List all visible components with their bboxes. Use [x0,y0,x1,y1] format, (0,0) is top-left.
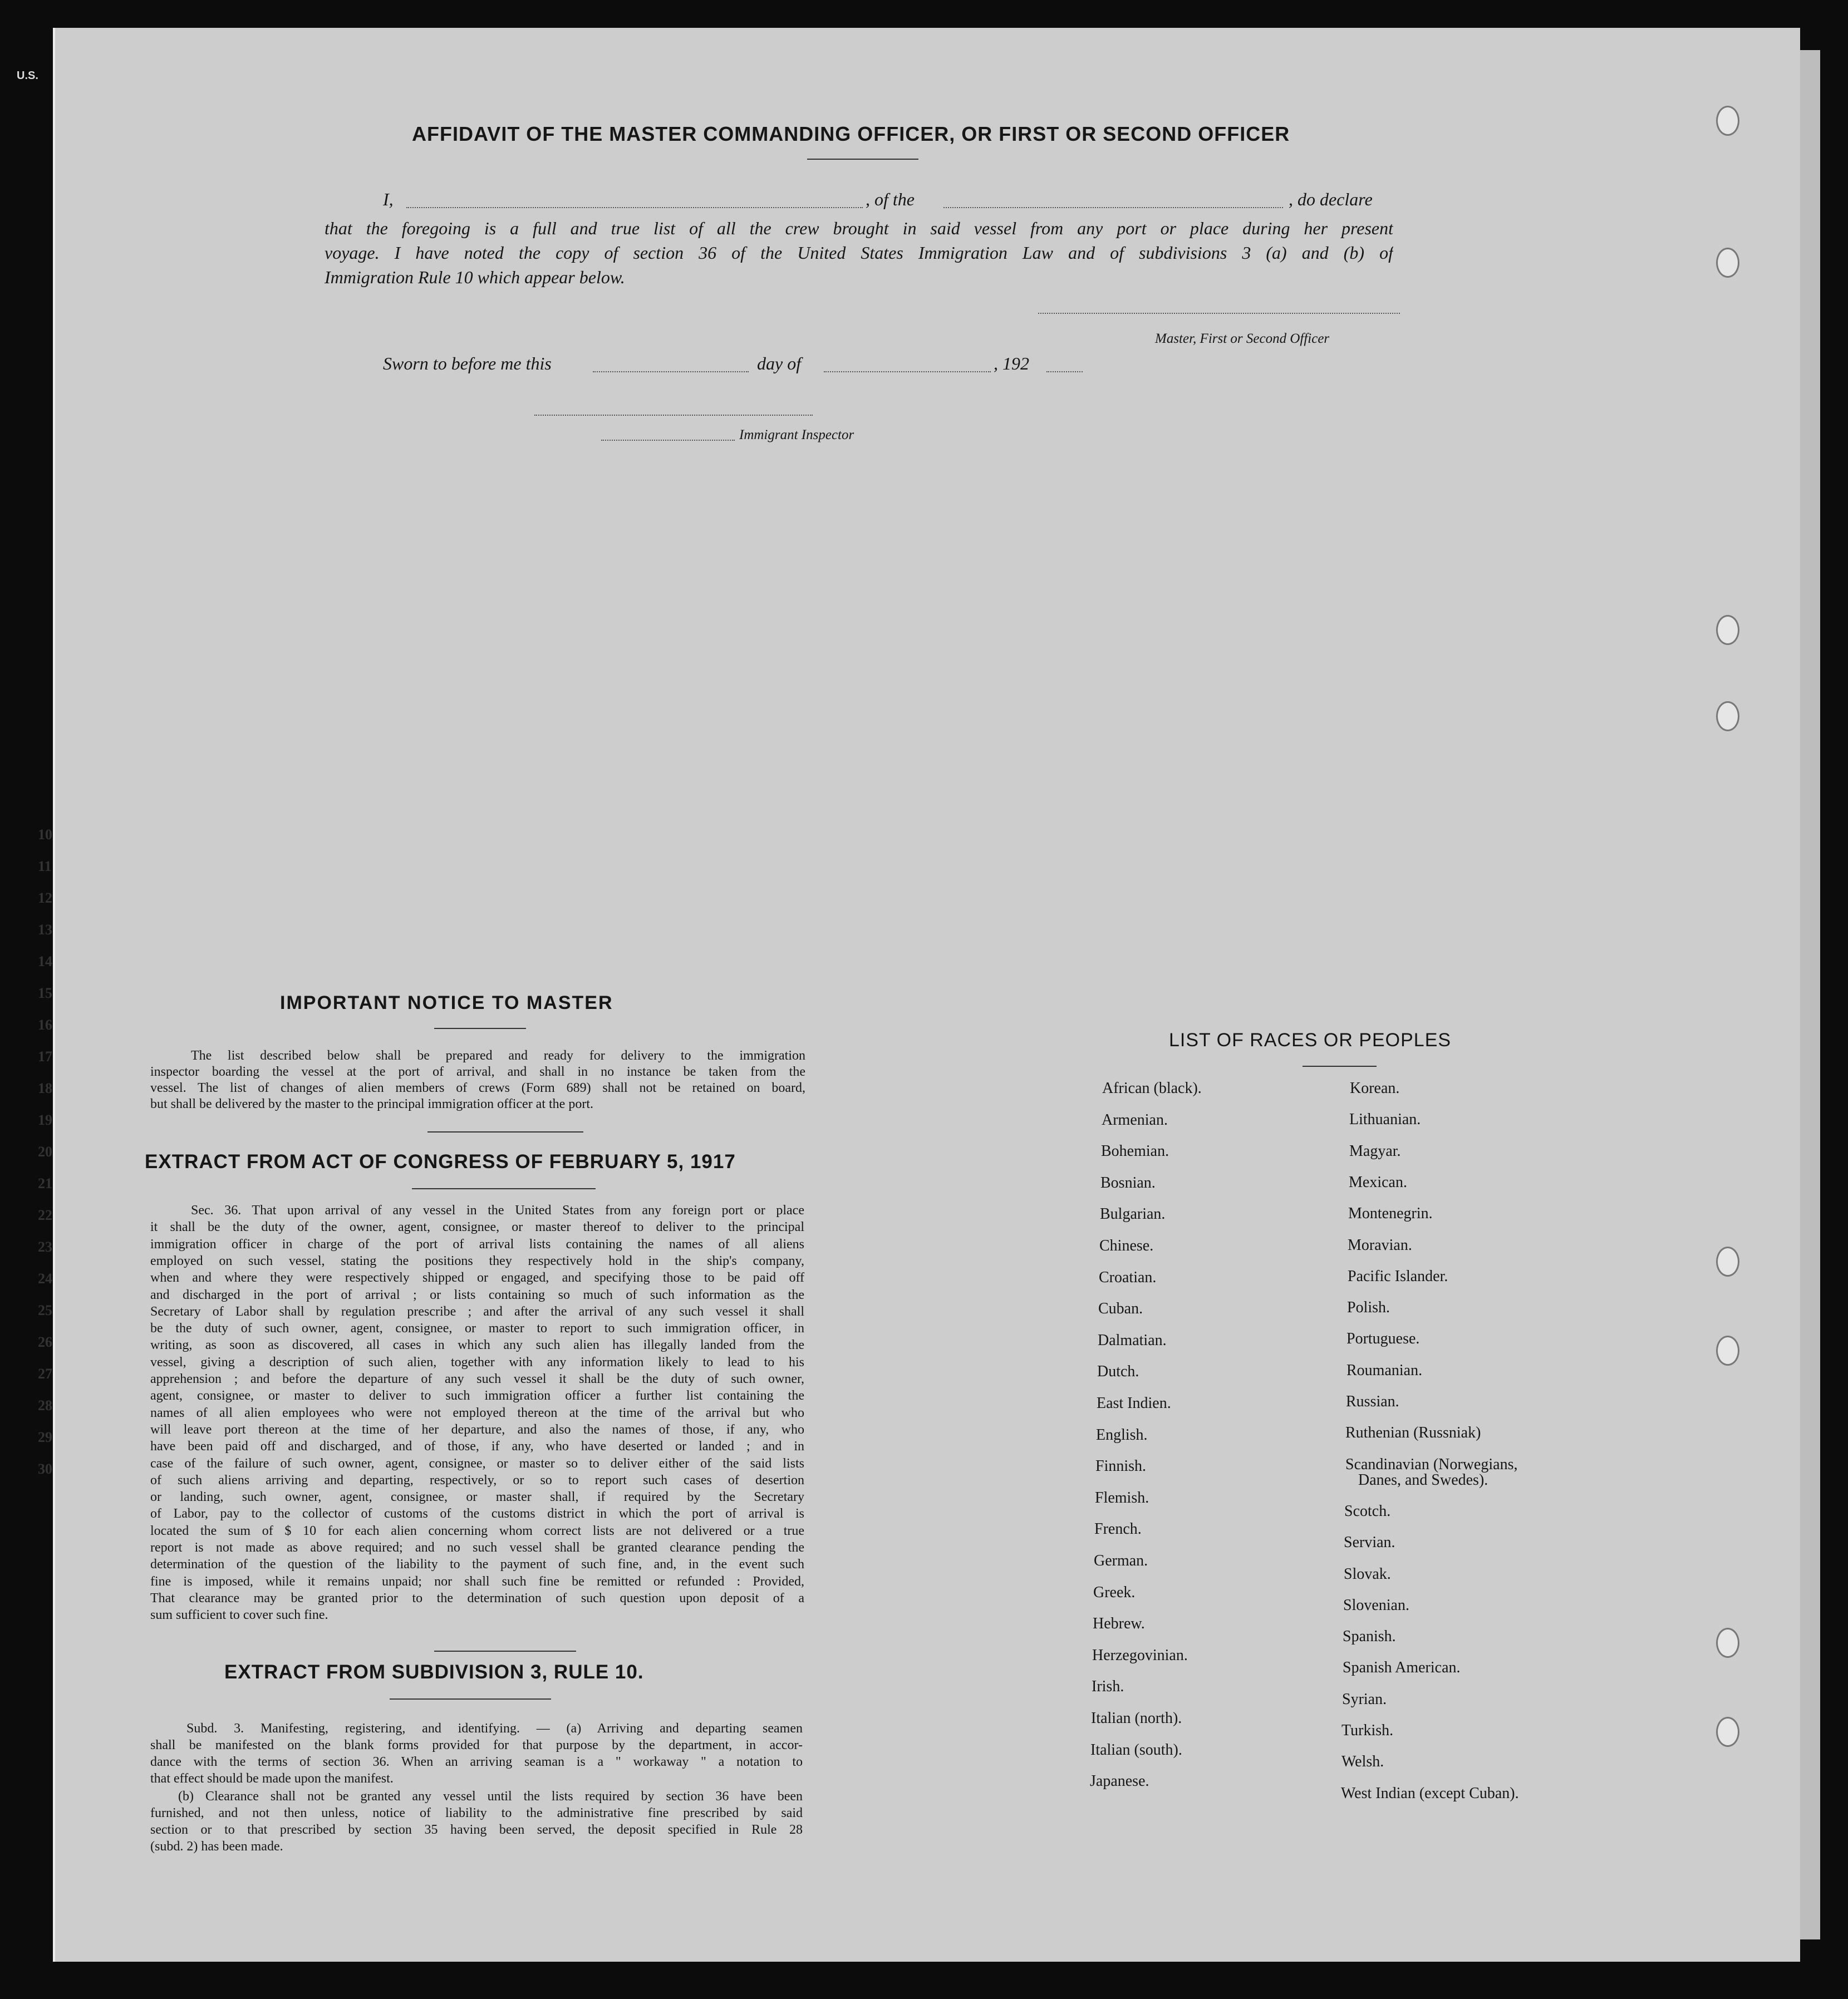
race-item-right: Moravian. [1348,1236,1412,1254]
edge-number: 29 [38,1429,52,1445]
master-signature-line[interactable] [1038,313,1400,314]
decl-of-the: , of the [866,189,915,209]
act-line: will leave port thereon at the time of her departure, and also the names of those, if any, who [150,1422,804,1437]
notice-line-1-text: The list described below shall be prepared and ready for delivery to the immigration [191,1048,805,1063]
affidavit-line-3: Immigration Rule 10 which appear below. [325,267,625,287]
act-line: of such aliens arriving and departing, respectively, or so to report such cases of desertion [150,1473,804,1488]
act-line: or landing, such owner, agent, consignee, or master shall, if required by the Secretary [150,1490,804,1505]
race-item-left: Dalmatian. [1098,1331,1167,1349]
edge-number: 12 [38,890,52,906]
race-item-right: Montenegrin. [1348,1205,1433,1223]
act-line: sum sufficient to cover such fine. [150,1608,328,1623]
edge-number: 11 [38,858,52,874]
rule-underline [390,1698,551,1700]
race-item-right: Slovenian. [1343,1596,1409,1614]
rule-line-4: that effect should be made upon the manifest. [150,1771,394,1786]
race-item-right: Polish. [1347,1299,1390,1317]
rule-b-line-1: (b) Clearance shall not be granted any vessel until the lists required by section 36 have been [178,1789,803,1804]
rule-title: EXTRACT FROM SUBDIVISION 3, RULE 10. [224,1661,644,1683]
act-line: apprehension ; and before the departure of any such vessel it shall be the duty of such owner, [150,1372,804,1386]
sworn-text: Sworn to before me this [383,353,552,373]
races-title: LIST OF RACES OR PEOPLES [1169,1030,1452,1051]
vessel-blank[interactable] [943,207,1283,208]
notice-divider [427,1131,583,1133]
race-item-left: African (black). [1102,1080,1202,1097]
notice-line-4: but shall be delivered by the master to the principal immigration officer at the port. [150,1097,593,1111]
act-line: writing, as soon as discovered, all cases in which any such alien has illegally landed from the [150,1338,804,1353]
edge-number: 17 [38,1048,52,1065]
edge-number: 22 [38,1207,52,1223]
act-underline [412,1188,596,1189]
race-item-right: Syrian. [1342,1690,1387,1708]
notice-title: IMPORTANT NOTICE TO MASTER [280,992,613,1013]
punch-hole [1716,701,1739,731]
inspector-label: Immigrant Inspector [739,427,854,442]
day-of-text: day of [757,353,802,373]
race-item-right: Danes, and Swedes). [1358,1471,1488,1489]
act-line: when and where they were respectively shipped or engaged, and specifying those to be paid off [150,1271,804,1286]
affidavit-line-1: that the foregoing is a full and true list of all the crew brought in said vessel from any port or place during her present [325,218,1393,238]
race-item-left: Finnish. [1095,1458,1147,1475]
edge-number: 28 [38,1397,52,1414]
rule-b-line-4: (subd. 2) has been made. [150,1839,283,1854]
year-blank[interactable] [1046,371,1083,372]
edge-number: 13 [38,922,52,938]
race-item-right: Spanish. [1343,1628,1396,1646]
edge-number: 24 [38,1271,52,1287]
race-item-left: Bulgarian. [1100,1205,1166,1223]
race-item-left: Italian (north). [1091,1710,1182,1727]
race-item-right: Welsh. [1341,1753,1384,1771]
race-item-left: Flemish. [1095,1489,1149,1506]
act-line: employed on such vessel, stating the positions they respectively hold in the ship's company, [150,1253,804,1268]
race-item-left: Cuban. [1098,1300,1143,1318]
act-line: agent, consignee, or master to deliver to such immigration officer a further list containing the [150,1389,804,1404]
race-item-right: Roumanian. [1346,1361,1423,1379]
edge-number: 15 [38,985,52,1001]
rule-line-3: dance with the terms of section 36. When an arriving seaman is a " workaway " a notation to [150,1755,803,1769]
race-item-left: Dutch. [1097,1363,1139,1381]
race-item-right: Portuguese. [1346,1330,1420,1348]
race-item-right: Slovak. [1344,1565,1391,1583]
race-item-left: Japanese. [1090,1772,1149,1790]
act-line: of Labor, pay to the collector of customs of the customs district in which the port of arrival is [150,1506,804,1522]
act-line: be the duty of such owner, agent, consignee, or master to report to such immigration officer, in [150,1321,804,1336]
edge-number: 14 [38,953,52,969]
race-item-right: Russian. [1346,1393,1399,1410]
race-item-right: Mexican. [1349,1173,1407,1191]
edge-number: 10 [38,826,52,843]
act-line: located the sum of $ 10 for each alien concerning whom correct lists are not delivered or a true [150,1523,804,1538]
punch-hole [1716,1628,1739,1658]
decl-i: I, [383,189,394,209]
act-line: report is not made as above required; and no such vessel shall be granted clearance pending the [150,1540,804,1555]
race-item-left: Greek. [1093,1583,1136,1601]
act-line: fine is imposed, while it remains unpaid; nor shall such fine be remitted or refunded : Provided, [150,1574,804,1589]
notice-line-2: inspector boarding the vessel at the port of arrival, and shall in no instance be taken from the [150,1065,805,1079]
race-item-left: French. [1094,1520,1142,1538]
decl-do-declare: , do declare [1289,189,1373,209]
edge-number: 21 [38,1175,52,1191]
race-item-left: Bosnian. [1100,1174,1156,1191]
month-blank[interactable] [824,371,991,372]
race-item-left: Bohemian. [1101,1143,1169,1160]
act-divider [434,1651,576,1652]
edge-number: 23 [38,1239,52,1255]
notice-underline [434,1028,526,1029]
master-label: Master, First or Second Officer [1155,331,1330,346]
rule-line-2: shall be manifested on the blank forms provided for that purpose by the department, in accor- [150,1738,803,1752]
act-line: case of the failure of such owner, agent, consignee, or master so to deliver either of the said lists [150,1456,804,1471]
edge-number: 16 [38,1017,52,1033]
act-line: immigration officer in charge of the port of arrival lists containing the names of all aliens [150,1237,804,1252]
race-item-right: Korean. [1350,1080,1400,1097]
punch-hole [1716,1247,1739,1277]
act-line: have been paid off and discharged, and of those, if any, who have deserted or landed ; and in [150,1439,804,1454]
affidavit-line-2: voyage. I have noted the copy of section 36 of the United States Immigration Law and of subdivisions 3 (a) and (b) of [325,243,1393,263]
day-blank[interactable] [593,371,749,372]
year-text: , 192 [994,353,1029,373]
act-line: names of all alien employees who were not employed thereon at the time of the arrival but who [150,1405,804,1420]
edge-number: 18 [38,1080,52,1096]
race-item-right: Pacific Islander. [1348,1267,1448,1285]
edge-number: 19 [38,1112,52,1128]
act-title: EXTRACT FROM ACT OF CONGRESS OF FEBRUARY 5, 1917 [145,1151,736,1173]
title-underline [807,159,918,160]
margin-label: U.S. [17,70,38,82]
act-line: That clearance may be granted prior to the determination of such question upon deposit of a [150,1591,804,1606]
race-item-right: Scotch. [1344,1502,1391,1520]
act-line: it shall be the duty of the owner, agent, consignee, or master thereof to deliver to the principal [150,1220,804,1235]
race-item-right: Spanish American. [1343,1659,1461,1677]
act-line: Sec. 36. That upon arrival of any vessel in the United States from any foreign port or place [191,1203,804,1218]
race-item-left: Croatian. [1099,1268,1157,1286]
race-item-right: West Indian (except Cuban). [1341,1784,1519,1802]
race-item-left: Chinese. [1099,1237,1154,1254]
inspector-dots [601,440,735,441]
race-item-left: Irish. [1092,1678,1124,1696]
race-item-left: Hebrew. [1093,1615,1145,1633]
race-item-right: Scandinavian (Norwegians, [1345,1455,1518,1473]
race-item-left: Italian (south). [1090,1741,1182,1759]
act-line: determination of the question of the liability to the payment of such fine, and, in the event such [150,1557,804,1572]
punch-hole [1716,106,1739,136]
edge-number: 20 [38,1144,52,1160]
edge-number: 30 [38,1461,52,1477]
adjacent-page-edge [1798,50,1820,1939]
punch-hole [1716,248,1739,278]
edge-number: 26 [38,1334,52,1350]
notice-line-3: vessel. The list of changes of alien members of crews (Form 689) shall not be retained on board, [150,1081,805,1095]
punch-hole [1716,1717,1739,1747]
race-item-right: Ruthenian (Russniak) [1345,1424,1481,1442]
race-item-left: East Indien. [1097,1395,1171,1412]
race-item-left: Armenian. [1102,1111,1168,1129]
rule-line-1: Subd. 3. Manifesting, registering, and identifying. — (a) Arriving and departing seamen [186,1721,803,1736]
inspector-signature-line[interactable] [534,415,813,416]
affidavit-title: AFFIDAVIT OF THE MASTER COMMANDING OFFICER, OR FIRST OR SECOND OFFICER [412,122,1290,145]
rule-b-line-3: section or to that prescribed by section 35 having been served, the deposit specified in Rule 28 [150,1823,803,1837]
punch-hole [1716,615,1739,645]
edge-number: 25 [38,1302,52,1318]
name-blank[interactable] [406,207,863,208]
edge-number: 27 [38,1366,52,1382]
race-item-left: English. [1096,1426,1148,1444]
race-item-left: German. [1094,1552,1148,1569]
race-item-right: Turkish. [1341,1722,1394,1739]
punch-hole [1716,1336,1739,1366]
act-line: Secretary of Labor shall by regulation prescribe ; and after the arrival of any such vessel it shall [150,1304,804,1319]
race-item-right: Lithuanian. [1349,1111,1421,1129]
act-line: and discharged in the port of arrival ; or lists containing so much of such information as the [150,1287,804,1302]
act-line: vessel, giving a description of such alien, together with any information likely to lead to his [150,1355,804,1370]
race-item-right: Servian. [1344,1534,1395,1552]
race-item-right: Magyar. [1349,1142,1401,1160]
rule-b-line-2: furnished, and not then unless, notice of liability to the administrative fine prescribed by said [150,1806,803,1820]
race-item-left: Herzegovinian. [1092,1646,1188,1664]
races-underline [1303,1066,1377,1067]
